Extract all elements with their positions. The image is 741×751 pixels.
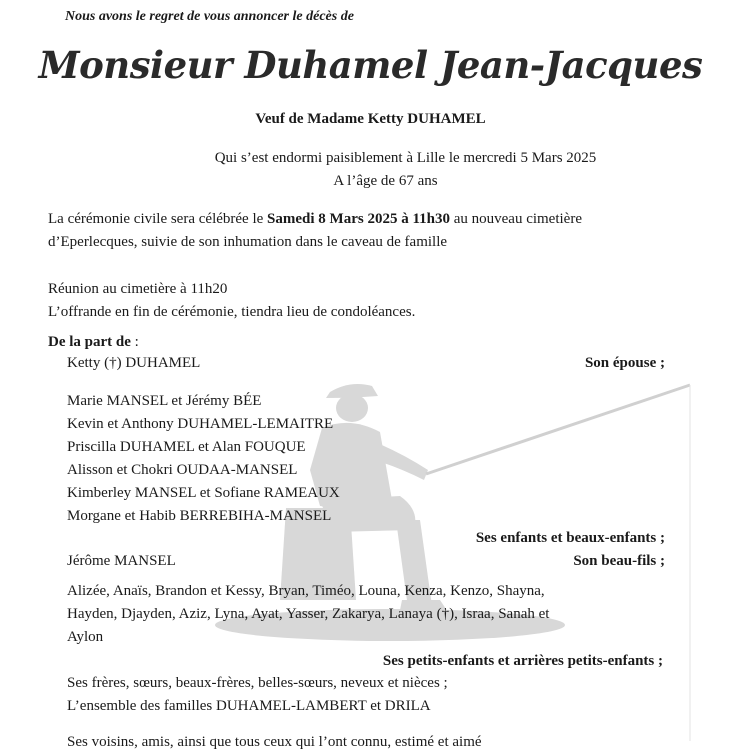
grandchildren-relation: Ses petits-enfants et arrières petits-enfants ; (382, 653, 663, 669)
spouse-name: Ketty (†) DUHAMEL (67, 355, 201, 371)
children-relation: Ses enfants et beaux-enfants ; (475, 530, 665, 546)
ceremony-text-after: au nouveau cimetière (449, 211, 582, 227)
age-line: A l’âge de 67 ans (333, 173, 438, 189)
ceremony-line-1 (48, 210, 582, 228)
grandchildren-line: Alizée, Anaïs, Brandon et Kessy, Bryan, Timéo, Louna, Kenza, Kenzo, Shayna, (67, 583, 545, 599)
offering-line: L’offrande en fin de cérémonie, tiendra lieu de condoléances. (48, 304, 416, 320)
stepson-relation: Son beau-fils ; (573, 553, 665, 569)
widower-line: Veuf de Madame Ketty DUHAMEL (255, 111, 486, 127)
child-item: Kimberley MANSEL et Sofiane RAMEAUX (67, 485, 340, 501)
death-line: Qui s’est endormi paisiblement à Lille le mercredi 5 Mars 2025 (214, 150, 597, 166)
child-item: Marie MANSEL et Jérémy BÉE (67, 393, 262, 409)
child-item: Priscilla DUHAMEL et Alan FOUQUE (67, 439, 306, 455)
meeting-line: Réunion au cimetière à 11h20 (48, 281, 228, 297)
families-line: L’ensemble des familles DUHAMEL-LAMBERT et DRILA (67, 698, 431, 714)
spouse-relation: Son épouse ; (584, 355, 665, 371)
stepson-name: Jérôme MANSEL (67, 553, 176, 569)
child-item: Kevin et Anthony DUHAMEL-LEMAITRE (67, 416, 334, 432)
child-item: Alisson et Chokri OUDAA-MANSEL (67, 462, 298, 478)
deceased-name-title: Monsieur Duhamel Jean-Jacques (38, 43, 703, 87)
intro-text: Nous avons le regret de vous annoncer le décès de (65, 9, 354, 24)
grandchildren-line: Aylon (67, 629, 104, 645)
siblings-line: Ses frères, sœurs, beaux-frères, belles-sœurs, neveux et nièces ; (67, 675, 448, 691)
family-heading (48, 333, 139, 351)
family-heading-colon: : (130, 334, 139, 350)
family-heading-text: De la part de (48, 334, 131, 350)
ceremony-line-2: d’Eperlecques, suivie de son inhumation dans le caveau de famille (48, 234, 448, 250)
neighbors-line: Ses voisins, amis, ainsi que tous ceux qui l’ont connu, estimé et aimé (67, 734, 482, 750)
grandchildren-line: Hayden, Djayden, Aziz, Lyna, Ayat, Yasser, Zakarya, Lanaya (†), Israa, Sanah et (67, 606, 550, 622)
child-item: Morgane et Habib BERREBIHA-MANSEL (67, 508, 332, 524)
ceremony-text-before: La cérémonie civile sera célébrée le (48, 211, 268, 227)
ceremony-date: Samedi 8 Mars 2025 à 11h30 (267, 211, 450, 227)
